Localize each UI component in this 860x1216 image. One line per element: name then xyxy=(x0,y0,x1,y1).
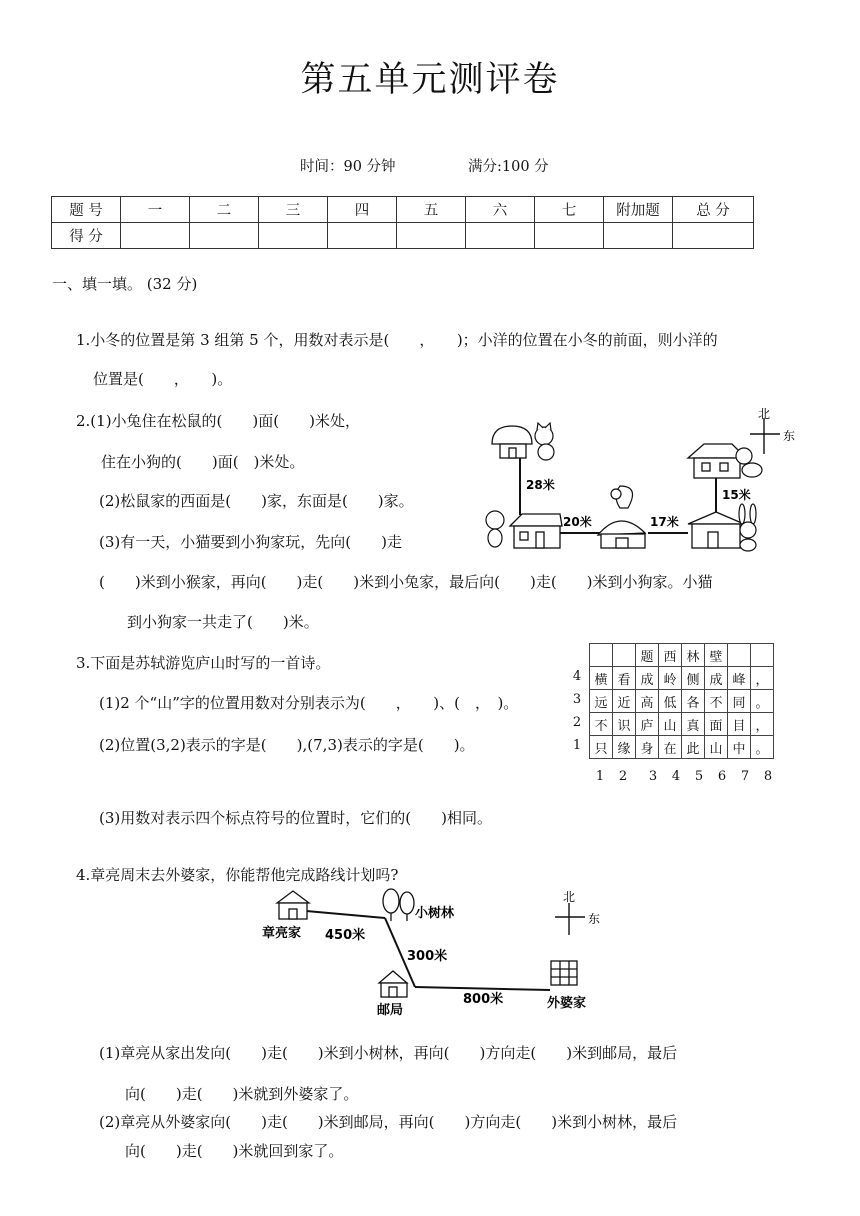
grid-col-label: 4 xyxy=(671,769,681,784)
score-table-header-row xyxy=(52,197,754,223)
north-label: 北 xyxy=(563,890,576,904)
q1-line-2: 位置是( ， )。 xyxy=(93,370,233,388)
poem-grid-row xyxy=(590,644,774,667)
woods-label: 小树林 xyxy=(415,906,455,921)
tree-icon xyxy=(383,889,414,921)
score-header-cell: 总 分 xyxy=(673,197,754,223)
poem-grid-row xyxy=(590,667,774,690)
poem-cell xyxy=(613,644,636,667)
squirrel-house-icon xyxy=(598,521,645,548)
distance-28m: 28米 xyxy=(526,478,555,492)
north-label: 北 xyxy=(758,407,771,421)
poem-cell: 林 xyxy=(682,644,705,667)
q3-line-3: (2)位置(3,2)表示的字是( ),(7,3)表示的字是( )。 xyxy=(99,736,475,754)
poem-cell: 。 xyxy=(751,736,774,759)
poem-cell: 目 xyxy=(728,713,751,736)
grid-col-label: 3 xyxy=(648,769,658,784)
score-header-cell: 附加题 xyxy=(604,197,673,223)
distance-450m: 450米 xyxy=(325,928,366,943)
home-icon xyxy=(277,891,309,919)
distance-20m: 20米 xyxy=(563,515,592,529)
poem-cell: 峰 xyxy=(728,667,751,690)
score-cell[interactable] xyxy=(397,223,466,249)
poem-grid-row xyxy=(590,690,774,713)
poem-cell: 远 xyxy=(590,690,613,713)
q2-line-2: 住在小狗的( )面( )米处。 xyxy=(101,453,305,471)
cat-icon xyxy=(535,423,554,460)
grid-row-label: 4 xyxy=(572,669,582,684)
q2-line-3: (2)松鼠家的西面是( )家，东面是( )家。 xyxy=(99,492,414,510)
poem-cell: 面 xyxy=(705,713,728,736)
poem-cell: 同 xyxy=(728,690,751,713)
poem-cell: 山 xyxy=(705,736,728,759)
score-cell[interactable] xyxy=(121,223,190,249)
poem-cell: 在 xyxy=(659,736,682,759)
post-office-icon xyxy=(379,971,407,997)
poem-cell: ， xyxy=(751,713,774,736)
grid-col-label: 6 xyxy=(717,769,727,784)
q3-line-1: 3.下面是苏轼游览庐山时写的一首诗。 xyxy=(76,654,331,672)
score-header-cell: 一 xyxy=(121,197,190,223)
poem-cell: 身 xyxy=(636,736,659,759)
east-label: 东 xyxy=(588,912,601,926)
poem-cell: 不 xyxy=(705,690,728,713)
poem-cell: 山 xyxy=(659,713,682,736)
animal-homes-map xyxy=(470,400,810,560)
poem-cell: 成 xyxy=(636,667,659,690)
score-header-cell: 五 xyxy=(397,197,466,223)
squirrel-icon xyxy=(611,486,633,508)
q2-line-1: 2.(1)小兔住在松鼠的( )面( )米处， xyxy=(76,412,360,430)
building-icon xyxy=(551,961,577,985)
q3-line-2: (1)2 个“山”字的位置用数对分别表示为( ， )、( ， )。 xyxy=(99,694,519,712)
poem-cell: 缘 xyxy=(613,736,636,759)
score-header-cell: 三 xyxy=(259,197,328,223)
score-cell[interactable] xyxy=(466,223,535,249)
score-row-label: 得 分 xyxy=(52,223,121,249)
poem-cell: 。 xyxy=(751,690,774,713)
poem-cell: 看 xyxy=(613,667,636,690)
poem-cell: 近 xyxy=(613,690,636,713)
poem-cell: 此 xyxy=(682,736,705,759)
poem-cell xyxy=(728,644,751,667)
grid-col-label: 7 xyxy=(740,769,750,784)
poem-cell: 横 xyxy=(590,667,613,690)
score-cell[interactable] xyxy=(328,223,397,249)
poem-cell: ， xyxy=(751,667,774,690)
section-1-heading: 一、填一填。 (32 分) xyxy=(52,275,198,293)
poem-cell: 侧 xyxy=(682,667,705,690)
q2-line-6: 到小狗家一共走了( )米。 xyxy=(127,613,319,631)
compass-icon xyxy=(750,418,780,454)
poem-cell: 只 xyxy=(590,736,613,759)
distance-17m: 17米 xyxy=(650,515,679,529)
score-header-cell: 二 xyxy=(190,197,259,223)
grid-col-label: 8 xyxy=(763,769,773,784)
grandma-home-label: 外婆家 xyxy=(547,996,587,1011)
poem-cell: 高 xyxy=(636,690,659,713)
poem-cell: 中 xyxy=(728,736,751,759)
poem-grid-row xyxy=(590,736,774,759)
poem-cell xyxy=(751,644,774,667)
rabbit-house-icon xyxy=(688,512,744,548)
poem-grid xyxy=(589,643,774,759)
poem-cell: 低 xyxy=(659,690,682,713)
q2-line-5: ( )米到小猴家，再向( )走( )米到小兔家，最后向( )走( )米到小狗家。小猫 xyxy=(99,573,713,591)
q4-sub1-line-2: 向( )走( )米就到外婆家了。 xyxy=(125,1085,359,1103)
monkey-house-icon xyxy=(510,514,562,548)
score-header-cell: 四 xyxy=(328,197,397,223)
poem-cell xyxy=(590,644,613,667)
score-header-cell: 六 xyxy=(466,197,535,223)
q1-line-1: 1.小冬的位置是第 3 组第 5 个，用数对表示是( ， )；小洋的位置在小冬的前面，则小洋的 xyxy=(76,331,718,349)
exam-full-score: 满分:100 分 xyxy=(468,159,549,175)
mushroom-house-icon xyxy=(492,426,532,458)
poem-cell: 真 xyxy=(682,713,705,736)
score-cell[interactable] xyxy=(190,223,259,249)
route-map xyxy=(255,885,615,1025)
compass-icon xyxy=(555,903,585,935)
grid-col-label: 1 xyxy=(595,769,605,784)
distance-800m: 800米 xyxy=(463,992,504,1007)
distance-15m: 15米 xyxy=(722,488,751,502)
poem-cell: 庐 xyxy=(636,713,659,736)
poem-cell: 各 xyxy=(682,690,705,713)
home-label: 章亮家 xyxy=(262,926,302,941)
grid-row-label: 3 xyxy=(572,692,582,707)
poem-cell: 题 xyxy=(636,644,659,667)
exam-time: 时间：90 分钟 xyxy=(300,159,396,175)
score-cell[interactable] xyxy=(604,223,673,249)
page-title: 第五单元测评卷 xyxy=(300,60,560,100)
poem-cell: 识 xyxy=(613,713,636,736)
q4-sub2-line-2: 向( )走( )米就回到家了。 xyxy=(125,1142,344,1160)
score-cell[interactable] xyxy=(259,223,328,249)
poem-cell: 西 xyxy=(659,644,682,667)
grid-row-label: 2 xyxy=(572,715,582,730)
q4-sub1-line-1: (1)章亮从家出发向( )走( )米到小树林，再向( )方向走( )米到邮局，最后 xyxy=(99,1044,678,1062)
grid-col-label: 2 xyxy=(618,769,628,784)
poem-cell: 壁 xyxy=(705,644,728,667)
q4-line-1: 4.章亮周末去外婆家，你能帮他完成路线计划吗? xyxy=(76,866,399,884)
poem-cell: 不 xyxy=(590,713,613,736)
score-table xyxy=(51,196,754,249)
post-office-label: 邮局 xyxy=(377,1003,404,1018)
q4-sub2-line-1: (2)章亮从外婆家向( )走( )米到邮局，再向( )方向走( )米到小树林，最后 xyxy=(99,1113,678,1131)
poem-cell: 成 xyxy=(705,667,728,690)
east-label: 东 xyxy=(783,429,796,443)
score-header-cell: 七 xyxy=(535,197,604,223)
poem-grid-row xyxy=(590,713,774,736)
q3-line-4: (3)用数对表示四个标点符号的位置时，它们的( )相同。 xyxy=(99,809,492,827)
monkey-icon xyxy=(486,511,504,547)
rabbit-icon xyxy=(739,504,756,551)
q2-line-4: (3)有一天，小猫要到小狗家玩，先向( )走 xyxy=(99,533,402,551)
grid-col-label: 5 xyxy=(694,769,704,784)
score-header-cell: 题 号 xyxy=(52,197,121,223)
distance-300m: 300米 xyxy=(407,949,448,964)
score-table-score-row xyxy=(52,223,754,249)
score-cell[interactable] xyxy=(535,223,604,249)
grid-row-label: 1 xyxy=(572,738,582,753)
score-cell[interactable] xyxy=(673,223,754,249)
poem-cell: 岭 xyxy=(659,667,682,690)
